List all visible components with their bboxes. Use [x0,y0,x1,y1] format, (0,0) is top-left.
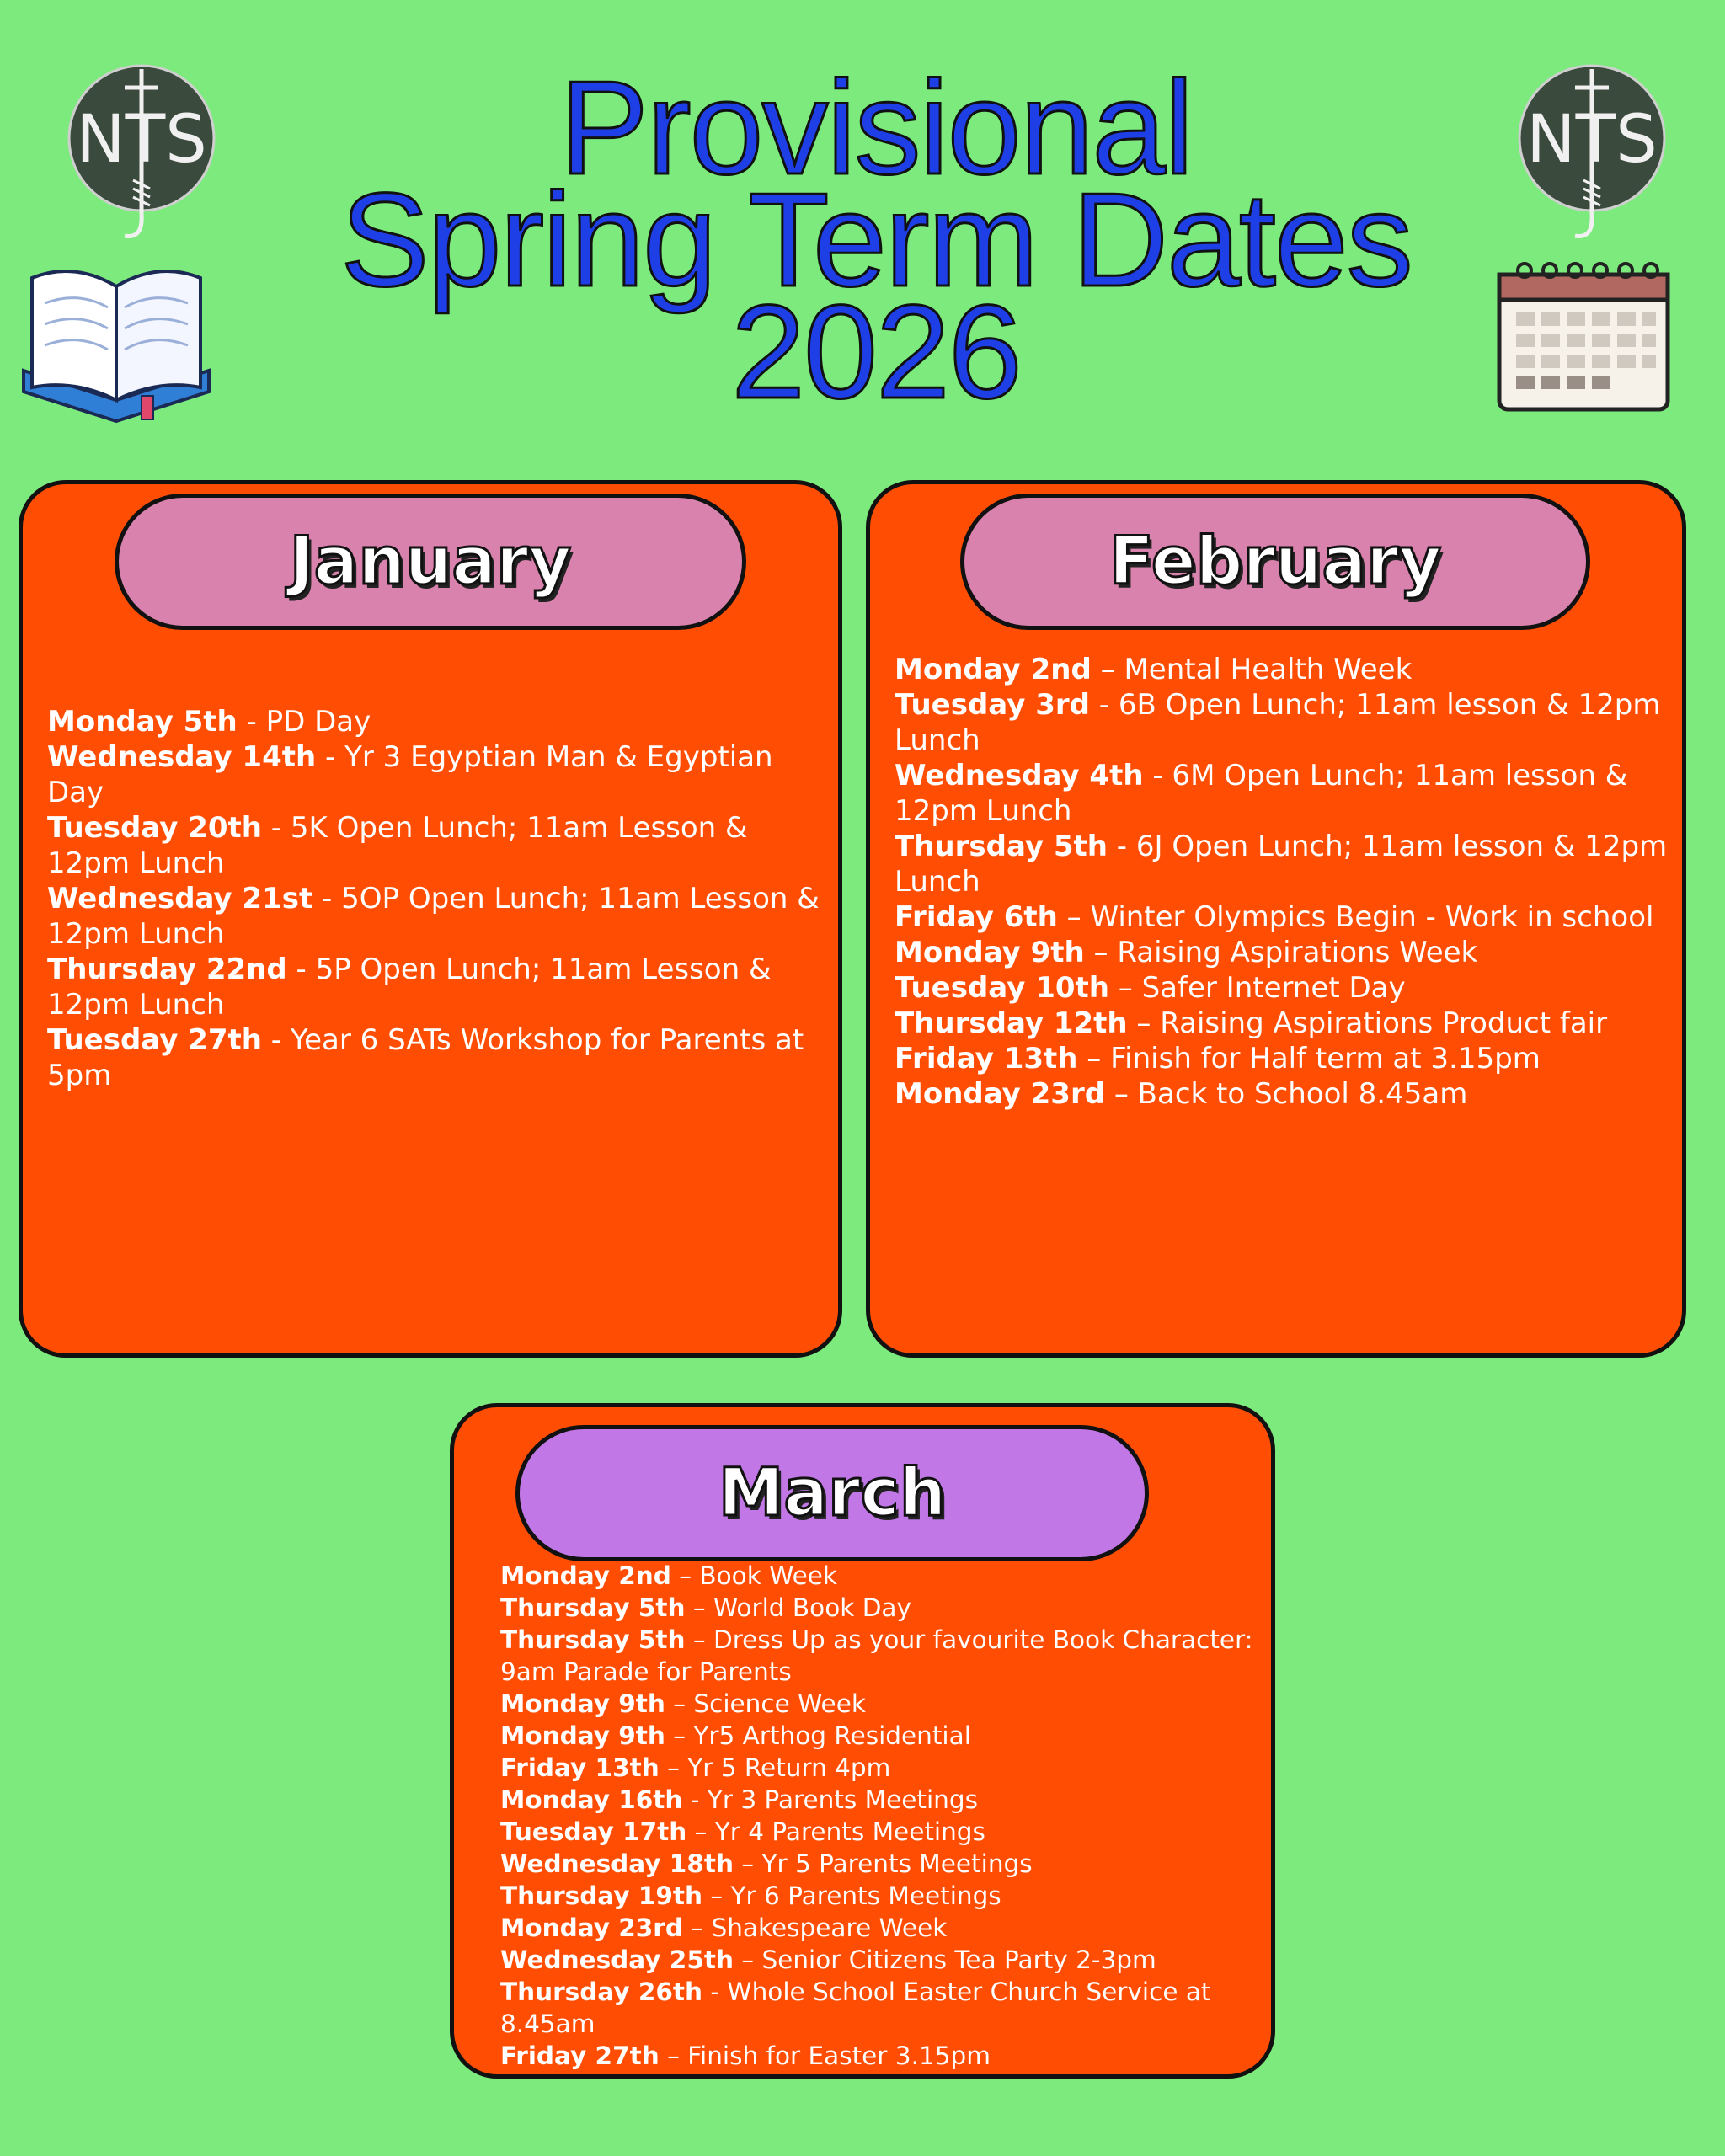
event-item [895,829,1669,899]
logo-monogram: NTS [1526,102,1658,178]
event-item [47,1022,822,1093]
march-events [500,1560,1258,2072]
event-text: – Yr 5 Parents Meetings [733,1849,1033,1878]
event-text: – Science Week [665,1689,866,1718]
event-text: – Yr 4 Parents Meetings [686,1817,985,1846]
event-date: Monday 16th [500,1785,683,1814]
february-events [895,652,1669,1112]
event-text: – Shakespeare Week [682,1913,948,1942]
event-item [895,899,1669,935]
event-date: Thursday 5th [500,1625,686,1654]
event-date: Monday 5th [47,705,238,739]
january-events [47,704,822,1093]
open-book-icon [15,253,217,430]
event-text: - Yr 3 Egyptian Man & Egyptian Day [47,740,773,809]
event-item [47,881,822,952]
event-item [500,1880,1258,1912]
month-heading-march: March [515,1425,1149,1561]
event-date: Tuesday 10th [895,971,1109,1005]
event-date: Tuesday 27th [47,1023,262,1057]
event-item [500,1944,1258,1976]
event-text: - Year 6 SATs Workshop for Parents at 5pm [47,1023,804,1092]
page-title [253,54,1499,426]
event-text: – Yr 5 Return 4pm [659,1753,891,1782]
title-line-2: Spring Term Dates [340,166,1412,314]
event-text: – Mental Health Week [1091,653,1413,686]
event-item [895,1041,1669,1076]
event-date: Friday 6th [895,900,1058,934]
event-text: – Yr5 Arthog Residential [665,1721,971,1750]
event-item [500,1560,1258,1592]
event-item [500,1624,1258,1688]
event-item [895,1076,1669,1112]
event-text: - 5P Open Lunch; 11am Lesson & 12pm Lunch [47,953,772,1022]
event-item [500,1752,1258,1784]
event-date: Thursday 12th [895,1006,1128,1040]
event-date: Tuesday 3rd [895,688,1090,722]
title-line-1: Provisional [559,54,1193,202]
event-date: Monday 2nd [500,1561,671,1590]
school-logo-icon [1516,62,1668,264]
calendar-icon [1482,249,1685,418]
event-date: Friday 13th [895,1042,1078,1075]
event-date: Monday 9th [500,1689,665,1718]
logo-monogram: NTS [76,102,207,178]
event-text: - 6M Open Lunch; 11am lesson & 12pm Lunch [895,759,1628,828]
event-item [500,1912,1258,1944]
event-item [500,1720,1258,1752]
event-text: – Dress Up as your favourite Book Character: 9am Parade for Parents [500,1625,1253,1686]
event-item [500,2040,1258,2072]
event-date: Tuesday 20th [47,811,262,845]
event-text: – Finish for Easter 3.15pm [659,2041,991,2070]
event-item [500,1816,1258,1848]
event-text: – Yr 6 Parents Meetings [702,1881,1001,1910]
event-date: Thursday 19th [500,1881,703,1910]
event-date: Wednesday 25th [500,1945,734,1974]
event-item [895,652,1669,687]
event-text: – World Book Day [685,1593,911,1622]
event-item [895,1006,1669,1041]
event-text: – Book Week [670,1561,838,1590]
event-text: - 6J Open Lunch; 11am lesson & 12pm Lunch [895,830,1668,899]
event-text: – Raising Aspirations Week [1084,936,1478,969]
event-text: – Winter Olympics Begin - Work in school [1057,900,1654,934]
month-heading-january: January [115,494,746,630]
event-date: Monday 9th [895,936,1085,969]
event-date: Thursday 5th [895,830,1108,863]
event-item [895,935,1669,970]
event-text: - 5OP Open Lunch; 11am Lesson & 12pm Lunch [47,882,820,951]
event-item [895,687,1669,758]
event-date: Monday 2nd [895,653,1092,686]
event-date: Thursday 5th [500,1593,686,1622]
school-logo-icon [66,62,217,264]
event-date: Wednesday 21st [47,882,313,915]
event-text: - Yr 3 Parents Meetings [682,1785,978,1814]
event-date: Wednesday 4th [895,759,1144,792]
event-date: Wednesday 14th [47,740,317,774]
event-text: – Back to School 8.45am [1105,1077,1468,1111]
event-date: Thursday 26th [500,1977,703,2006]
event-text: – Safer Internet Day [1108,971,1406,1005]
event-item [895,970,1669,1006]
event-item [500,1848,1258,1880]
event-date: Thursday 22nd [47,953,287,986]
event-item [47,739,822,810]
title-line-3: 2026 [731,278,1021,426]
event-text: - Whole School Easter Church Service at 8.45am [500,1977,1211,2038]
event-item [500,1784,1258,1816]
month-heading-february: February [960,494,1590,630]
event-date: Monday 23rd [895,1077,1106,1111]
event-item [895,758,1669,829]
event-date: Monday 9th [500,1721,665,1750]
event-item [500,1592,1258,1624]
event-text: - 5K Open Lunch; 11am Lesson & 12pm Lunch [47,811,748,880]
event-item [47,704,822,739]
event-item [47,810,822,881]
event-item [500,1688,1258,1720]
event-text: – Raising Aspirations Product fair [1127,1006,1608,1040]
event-text: - 6B Open Lunch; 11am lesson & 12pm Lunch [895,688,1661,757]
event-text: – Finish for Half term at 3.15pm [1077,1042,1541,1075]
event-date: Wednesday 18th [500,1849,734,1878]
event-date: Friday 27th [500,2041,660,2070]
event-text: - PD Day [237,705,371,739]
event-date: Friday 13th [500,1753,660,1782]
event-date: Monday 23rd [500,1913,683,1942]
event-item [500,1976,1258,2040]
event-date: Tuesday 17th [500,1817,687,1846]
event-item [47,952,822,1022]
event-text: – Senior Citizens Tea Party 2-3pm [733,1945,1156,1974]
